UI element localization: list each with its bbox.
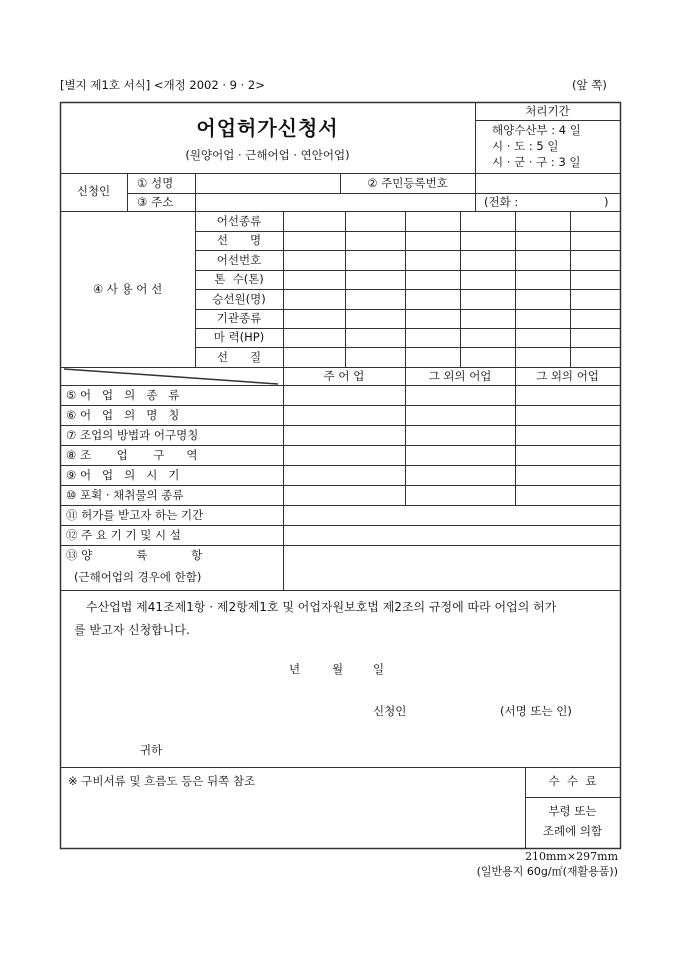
processing-period-label: 처리기간 (525, 104, 570, 118)
permit-period-label: ⑪ 허가를 받고자 하는 기간 (66, 508, 204, 522)
vessel-label: ④ 사 용 어 선 (92, 282, 163, 296)
date-year: 년 (289, 662, 301, 676)
form-subtitle: (원양어업 · 근해어업 · 연안어업) (185, 148, 350, 162)
signer-label: 신청인 (373, 704, 407, 718)
vessel-row-label: 톤 수(톤) (214, 272, 264, 286)
form-title: 어업허가신청서 (196, 116, 339, 140)
phone-close: ) (604, 195, 609, 209)
statement-line-2: 를 받고자 신청합니다. (74, 623, 190, 637)
vessel-row-label: 기관종류 (216, 311, 262, 325)
processing-province: 시 · 도 : 5 일 (492, 139, 559, 153)
documents-note: ※ 구비서류 및 흐름도 등은 뒤쪽 참조 (68, 774, 256, 788)
fishery-name-label: ⑥ 어 업 의 명 칭 (66, 408, 180, 422)
vessel-row-label: 선 질 (216, 350, 262, 364)
fishing-season-label: ⑨ 어 업 의 시 기 (66, 468, 180, 482)
landing-port-note: (근해어업의 경우에 한함) (74, 570, 202, 584)
page-side: (앞 쪽) (572, 78, 607, 92)
resident-id-label: ② 주민등록번호 (367, 176, 448, 190)
vessel-row-label: 승선원(명) (212, 292, 266, 306)
resident-id-field[interactable] (476, 174, 620, 193)
date-year-field[interactable] (311, 664, 351, 678)
form-reference: [별지 제1호 서식] <개정 2002 · 9 · 2> (60, 78, 265, 92)
main-equipment-label: ⑫ 주 요 기 기 및 시 설 (66, 528, 181, 542)
landing-port-label: ⑬ 양 륙 항 (66, 548, 203, 562)
signature-label: (서명 또는 인) (500, 704, 572, 718)
vessel-row-label: 마 력(HP) (213, 330, 265, 344)
paper-spec: (일반용지 60g/㎡(재활용품)) (476, 865, 618, 878)
recipient-label: 귀하 (140, 743, 163, 757)
date-day: 일 (373, 662, 385, 676)
fishery-type-label: ⑤ 어 업 의 종 류 (66, 388, 180, 402)
address-label: ③ 주소 (137, 195, 174, 209)
column-other-fishery: 그 외의 어업 (428, 369, 492, 383)
fee-label: 수 수 료 (548, 774, 597, 788)
processing-city: 시 · 군 · 구 : 3 일 (492, 155, 581, 169)
vessel-row-label: 어선종류 (216, 214, 262, 228)
applicant-label: 신청인 (76, 184, 111, 198)
vessel-row-label: 어선번호 (216, 253, 262, 267)
fishing-area-label: ⑧ 조 업 구 역 (66, 448, 198, 462)
name-label: ① 성명 (137, 176, 174, 190)
address-field[interactable] (196, 194, 476, 211)
vessel-row-label: 선 명 (216, 233, 262, 247)
statement-line-1: 수산업법 제41조제1항 · 제2항제1호 및 어업자원보호법 제2조의 규정에 따라 어업의 허가 (86, 600, 557, 614)
fee-text-2: 조례에 의함 (542, 824, 603, 838)
processing-ministry: 해양수산부 : 4 일 (492, 123, 581, 137)
column-other-fishery: 그 외의 어업 (536, 369, 599, 383)
paper-size: 210mm×297mm (525, 850, 618, 863)
date-month: 월 (332, 662, 344, 676)
fishing-method-label: ⑦ 조업의 방법과 어구명칭 (66, 428, 199, 442)
fee-text-1: 부령 또는 (548, 804, 597, 818)
catch-species-label: ⑩ 포획 · 채취물의 종류 (66, 488, 184, 502)
name-field[interactable] (196, 174, 340, 193)
phone-label: (전화 : (484, 195, 519, 209)
column-main-fishery: 주 어 업 (323, 369, 365, 383)
